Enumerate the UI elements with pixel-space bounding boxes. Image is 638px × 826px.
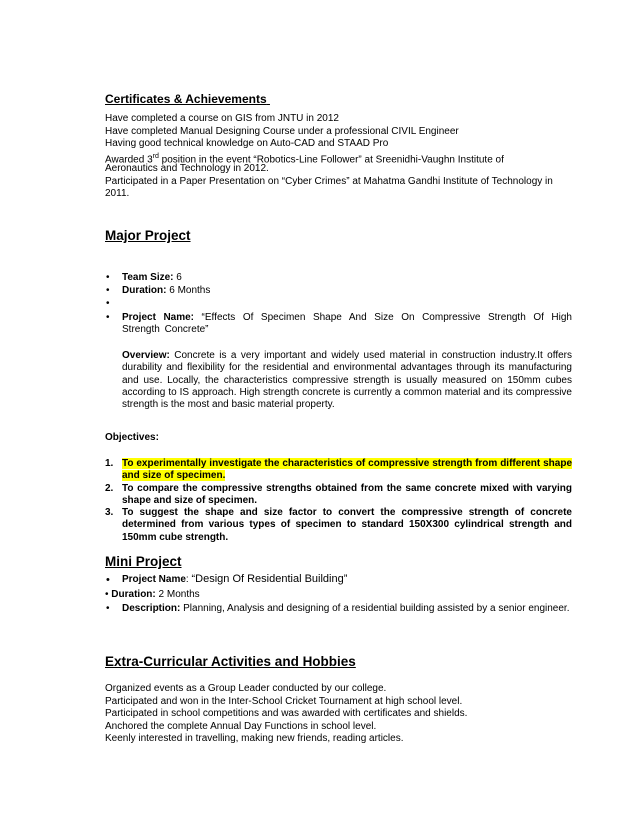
bullet: • (106, 312, 110, 323)
hobby-line: Participated in school competitions and was awarded with certificates and shields. (105, 708, 468, 719)
bullet: • (106, 574, 110, 586)
objectives-heading: Objectives: (105, 432, 159, 443)
bullet: • (106, 272, 110, 283)
extra-curricular-heading: Extra-Curricular Activities and Hobbies (105, 654, 356, 669)
objective-item: To experimentally investigate the characteristics of compressive strength from different shape and size of specimen. (122, 458, 572, 482)
mini-project-heading: Mini Project (105, 554, 182, 569)
major-project-heading: Major Project (105, 228, 191, 243)
certificate-line: Having good technical knowledge on Auto-CAD and STAAD Pro (105, 138, 389, 149)
team-size-item: Team Size: 6 (122, 272, 182, 283)
award-line: Awarded 3rd position in the event “Robotics-Line Follower” at Sreenidhi-Vaughn Institute of (105, 152, 504, 165)
bullet: • (106, 298, 110, 309)
bullet: • (106, 603, 110, 614)
mini-duration-item: • Duration: 2 Months (105, 589, 200, 600)
award-line-2: Aeronautics and Technology in 2012. (105, 163, 269, 174)
paper-line: Participated in a Paper Presentation on “Cyber Crimes” at Mahatma Gandhi Institute of Technology in (105, 175, 553, 187)
hobby-line: Anchored the complete Annual Day Functions in school level. (105, 720, 377, 732)
bullet: • (106, 285, 110, 296)
certificate-line: Have completed Manual Designing Course under a professional CIVIL Engineer (105, 125, 459, 137)
objective-number: 1. (105, 458, 114, 469)
hobby-line: Participated and won in the Inter-School Cricket Tournament at high school level. (105, 695, 463, 707)
objective-item: To compare the compressive strengths obtained from the same concrete mixed with varying shape and size of specimen. (122, 483, 572, 507)
hobby-line: Organized events as a Group Leader conducted by our college. (105, 683, 387, 694)
objective-number: 3. (105, 507, 114, 518)
duration-item: Duration: 6 Months (122, 285, 211, 296)
objective-number: 2. (105, 483, 114, 494)
mini-description-item: Description: Planning, Analysis and designing of a residential building assisted by a senior engineer. (122, 603, 570, 614)
overview-paragraph: Overview: Concrete is a very important and widely used material in construction industry.It offers durability and flexibility for the residential and environmental advantages through its manufacturing and use. Locally, the characteristics compressive strength is usually measured on 150mm cubes according to IS approach. High strength concrete is currently a common material and its compressive strength is the most and basic material property. (122, 350, 572, 411)
project-name-item: Project Name: “Effects Of Specimen Shape And Size On Compressive Strength Of High Strength Concrete” (122, 312, 572, 336)
objective-item: To suggest the shape and size factor to convert the compressive strength of concrete determined from various types of specimen to standard 150X300 cylindrical strength and 150mm cube strength. (122, 507, 572, 543)
mini-project-name-item: Project Name: “Design Of Residential Building” (122, 573, 348, 585)
paper-line-2: 2011. (105, 188, 130, 199)
certificate-line: Have completed a course on GIS from JNTU in 2012 (105, 113, 339, 124)
hobby-line: Keenly interested in travelling, making new friends, reading articles. (105, 733, 404, 744)
certificates-heading: Certificates & Achievements (105, 92, 267, 106)
